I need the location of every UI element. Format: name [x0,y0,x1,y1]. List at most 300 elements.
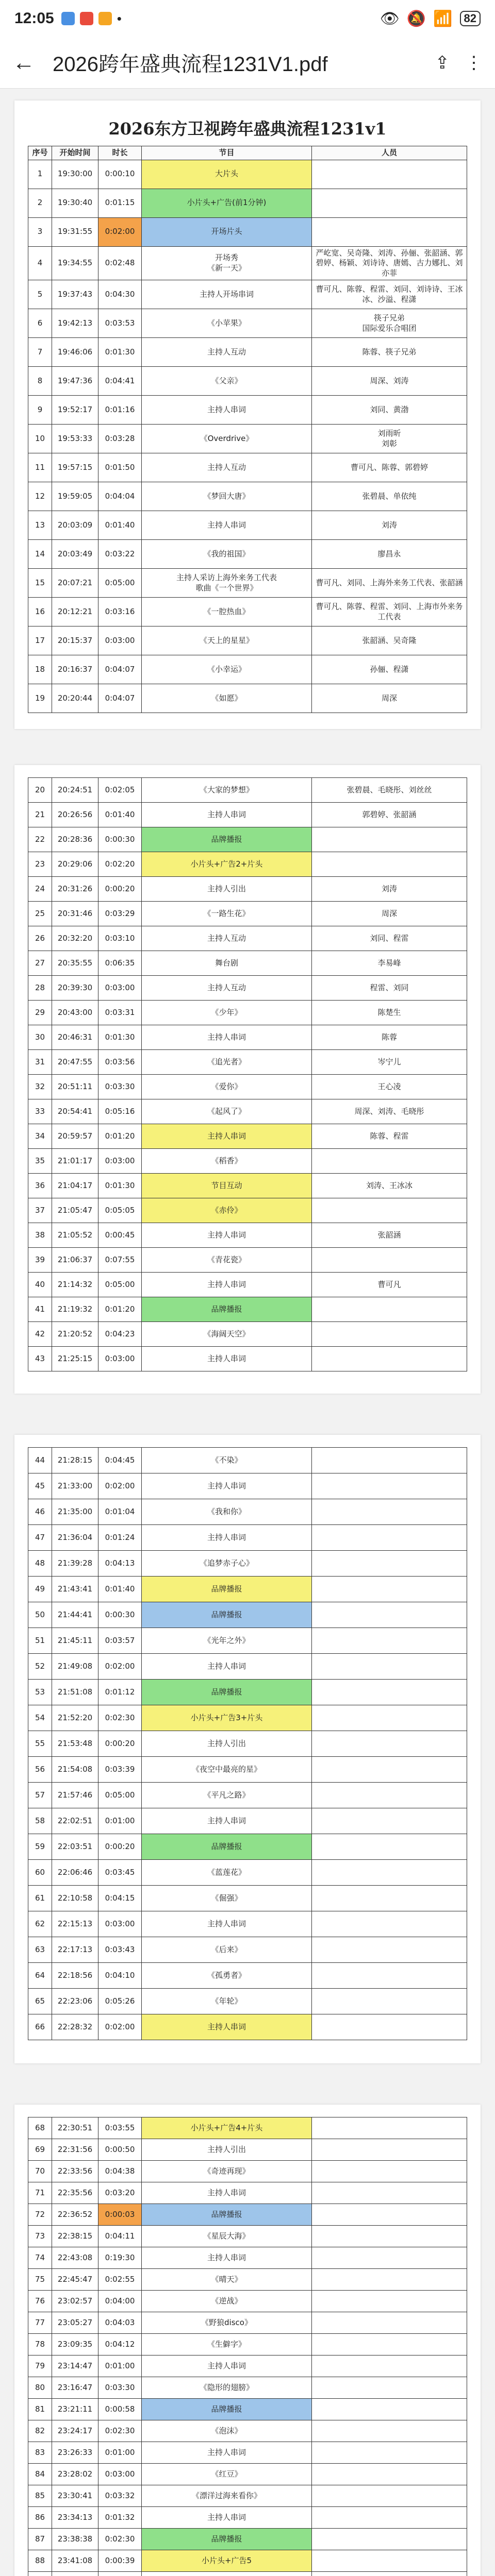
duration: 0:03:57 [98,1628,142,1654]
column-header: 序号 [28,146,52,160]
table-row [28,1783,467,1808]
start-time: 23:16:47 [52,2377,98,2399]
performers [312,1628,467,1654]
duration: 0:01:00 [98,2442,142,2464]
program-name: 主持人串词 [142,2355,312,2377]
performers: 刘涛 [312,877,467,902]
table-row [28,2139,467,2161]
table-row [28,2014,467,2040]
row-number: 7 [28,338,52,367]
row-number: 23 [28,852,52,877]
duration: 0:00:30 [98,1602,142,1628]
start-time: 19:37:43 [52,280,98,309]
table-row [28,2182,467,2204]
wifi-icon: 📶 [433,10,453,27]
table-row [28,280,467,309]
row-number: 63 [28,1937,52,1963]
start-time: 22:10:58 [52,1886,98,1911]
row-number: 88 [28,2550,52,2572]
duration: 0:01:40 [98,1577,142,1602]
program-name: 主持人串词 [142,2014,312,2040]
program-name: 《不染》 [142,1448,312,1473]
row-number: 40 [28,1273,52,1297]
program-name: 品牌播报 [142,1602,312,1628]
start-time: 20:03:49 [52,540,98,569]
program-name: 《一腔热血》 [142,598,312,626]
duration: 0:03:16 [98,598,142,626]
table-row [28,367,467,396]
row-number: 80 [28,2377,52,2399]
performers [312,1448,467,1473]
performers: 曹可凡、陈蓉、郭碧婷 [312,453,467,482]
table-row [28,425,467,453]
row-number: 21 [28,803,52,827]
start-time: 22:03:51 [52,1834,98,1860]
start-time: 22:30:51 [52,2117,98,2139]
table-row [28,2420,467,2442]
table-row [28,2550,467,2572]
table-row [28,1963,467,1989]
duration: 0:00:45 [98,1223,142,1248]
performers: 李易峰 [312,951,467,976]
program-name: 《大家的梦想》 [142,778,312,803]
duration: 0:03:31 [98,1001,142,1025]
table-row [28,1602,467,1628]
duration: 0:01:16 [98,396,142,425]
program-name: 开场片头 [142,217,312,246]
start-time: 19:53:33 [52,425,98,453]
start-time: 20:47:55 [52,1050,98,1075]
performers [312,2269,467,2291]
row-number: 22 [28,827,52,852]
program-name: 主持人引出 [142,877,312,902]
duration: 0:02:30 [98,1705,142,1731]
program-name: 主持人采访上海外来务工代表 歌曲《一个世界》 [142,569,312,598]
start-time: 21:14:32 [52,1273,98,1297]
performers [312,2312,467,2334]
status-notification-icons [61,11,122,27]
performers: 陈蓉 [312,1025,467,1050]
row-number: 57 [28,1783,52,1808]
row-number: 56 [28,1757,52,1783]
pdf-page [14,2105,481,2576]
program-name: 《年轮》 [142,1989,312,2014]
program-name: 主持人串词 [142,2182,312,2204]
program-name: 品牌播报 [142,2529,312,2550]
start-time: 23:14:47 [52,2355,98,2377]
duration: 0:04:04 [98,482,142,511]
row-number: 14 [28,540,52,569]
row-number: 44 [28,1448,52,1473]
program-name: 主持人串词 [142,1025,312,1050]
row-number: 48 [28,1551,52,1577]
duration: 0:00:20 [98,1834,142,1860]
table-row [28,1001,467,1025]
performers: 曹可凡、陈蓉、程雷、刘同、刘诗诗、王冰冰、沙溢、程潇 [312,280,467,309]
start-time: 23:05:27 [52,2312,98,2334]
row-number: 28 [28,976,52,1001]
column-header: 节目 [142,146,312,160]
row-number: 38 [28,1223,52,1248]
row-number: 5 [28,280,52,309]
row-number: 73 [28,2226,52,2247]
performers [312,1473,467,1499]
start-time: 21:53:48 [52,1731,98,1757]
start-time: 23:34:13 [52,2507,98,2529]
row-number: 25 [28,902,52,926]
program-name: 《天上的星星》 [142,626,312,655]
start-time: 23:38:38 [52,2529,98,2550]
performers: 刘同、程雷 [312,926,467,951]
performers: 廖昌永 [312,540,467,569]
table-row [28,1499,467,1525]
program-name: 《追梦赤子心》 [142,1551,312,1577]
table-row [28,1834,467,1860]
start-time: 22:31:56 [52,2139,98,2161]
program-name: 《漂洋过海来看你》 [142,2485,312,2507]
program-name: 《我和你》 [142,1499,312,1525]
start-time: 20:31:26 [52,877,98,902]
program-name: 小片头+广告3+片头 [142,1705,312,1731]
status-time: 12:05 [14,10,54,27]
duration: 0:03:30 [98,2377,142,2399]
start-time: 21:39:28 [52,1551,98,1577]
program-name: 《逆战》 [142,2291,312,2312]
row-number: 85 [28,2485,52,2507]
row-number: 6 [28,309,52,338]
program-name: 《后来》 [142,1937,312,1963]
duration: 0:01:20 [98,1297,142,1322]
performers: 陈蓉、筷子兄弟 [312,338,467,367]
program-name: 《父亲》 [142,367,312,396]
duration: 0:04:45 [98,1448,142,1473]
program-name: 《起风了》 [142,1099,312,1124]
duration: 0:02:20 [98,852,142,877]
table-row [28,396,467,425]
duration: 0:00:10 [98,160,142,189]
row-number: 60 [28,1860,52,1886]
table-row [28,1297,467,1322]
program-name: 品牌播报 [142,2204,312,2226]
start-time: 20:51:11 [52,1075,98,1099]
table-row [28,827,467,852]
program-name: 《Overdrive》 [142,425,312,453]
row-number: 81 [28,2399,52,2420]
back-arrow-icon[interactable]: ← [12,49,35,75]
performers [312,2334,467,2355]
duration: 0:02:48 [98,246,142,280]
schedule-table [28,2117,467,2576]
table-row [28,1075,467,1099]
row-number: 61 [28,1886,52,1911]
performers [312,2182,467,2204]
performers [312,1347,467,1371]
start-time: 19:47:36 [52,367,98,396]
schedule-table [28,146,467,713]
start-time: 20:28:36 [52,827,98,852]
program-name: 主持人互动 [142,926,312,951]
performers: 曹可凡、陈蓉、程雷、刘同、上海市外来务工代表 [312,598,467,626]
performers [312,1149,467,1174]
table-row [28,217,467,246]
row-number: 47 [28,1525,52,1551]
duration: 0:03:00 [98,1347,142,1371]
more-dots-icon: • [117,10,122,26]
start-time: 22:15:13 [52,1911,98,1937]
performers [312,1911,467,1937]
row-number: 13 [28,511,52,540]
row-number: 51 [28,1628,52,1654]
start-time: 19:57:15 [52,453,98,482]
performers [312,1989,467,2014]
performers: 孙俪、程潇 [312,655,467,684]
start-time: 22:43:08 [52,2247,98,2269]
row-number: 75 [28,2269,52,2291]
table-row [28,1654,467,1680]
program-name: 《泡沫》 [142,2420,312,2442]
start-time: 21:52:20 [52,1705,98,1731]
duration: 0:02:55 [98,2269,142,2291]
program-name: 主持人串词 [142,2247,312,2269]
duration: 0:04:30 [98,280,142,309]
start-time [52,2572,98,2576]
start-time: 22:17:13 [52,1937,98,1963]
duration: 0:01:30 [98,1174,142,1198]
duration: 0:04:41 [98,367,142,396]
table-row [28,1347,467,1371]
performers: 刘雨昕 刘彰 [312,425,467,453]
program-name: 舞台剧 [142,951,312,976]
table-row [28,1989,467,2014]
program-name: 主持人串词 [142,396,312,425]
performers [312,160,467,189]
program-name: 品牌播报 [142,1577,312,1602]
table-row [28,2226,467,2247]
performers [312,827,467,852]
table-row [28,1525,467,1551]
table-row [28,160,467,189]
program-name: 《爱你》 [142,1075,312,1099]
performers [312,2529,467,2550]
duration: 0:05:16 [98,1099,142,1124]
start-time: 20:24:51 [52,778,98,803]
row-number: 34 [28,1124,52,1149]
program-name: 主持人串词 [142,1473,312,1499]
row-number: 58 [28,1808,52,1834]
program-name: 品牌播报 [142,1680,312,1705]
program-name: 主持人串词 [142,1525,312,1551]
duration: 0:04:10 [98,1963,142,1989]
row-number: 64 [28,1963,52,1989]
start-time: 21:05:52 [52,1223,98,1248]
program-name: 小片头+广告4+片头 [142,2117,312,2139]
duration: 0:06:35 [98,951,142,976]
program-name: 主持人串词 [142,1223,312,1248]
performers [312,2139,467,2161]
program-name: 《平凡之路》 [142,1783,312,1808]
performers: 刘同、黄渤 [312,396,467,425]
duration: 0:05:00 [98,569,142,598]
duration: 0:00:03 [98,2204,142,2226]
program-name: 《少年》 [142,1001,312,1025]
duration: 0:03:55 [98,2117,142,2139]
performers: 周深、刘涛、毛晓彤 [312,1099,467,1124]
performers: 张碧晨、毛晓彤、刘丝丝 [312,778,467,803]
row-number: 53 [28,1680,52,1705]
row-number: 8 [28,367,52,396]
duration: 0:01:15 [98,189,142,217]
row-number: 66 [28,2014,52,2040]
duration: 0:04:23 [98,1322,142,1347]
program-name: 《如愿》 [142,684,312,713]
start-time: 19:42:13 [52,309,98,338]
start-time: 22:02:51 [52,1808,98,1834]
table-row [28,2572,467,2576]
row-number: 33 [28,1099,52,1124]
performers: 刘涛、王冰冰 [312,1174,467,1198]
duration: 0:03:53 [98,309,142,338]
duration: 0:00:20 [98,877,142,902]
start-time: 23:41:08 [52,2550,98,2572]
row-number: 2 [28,189,52,217]
table-row [28,951,467,976]
duration: 0:02:00 [98,1654,142,1680]
program-name: 主持人串词 [142,2442,312,2464]
start-time: 21:51:08 [52,1680,98,1705]
table-row [28,902,467,926]
performers [312,1757,467,1783]
program-name: 主持人互动 [142,338,312,367]
row-number: 79 [28,2355,52,2377]
performers [312,852,467,877]
duration: 0:03:22 [98,540,142,569]
app-notification-icon [98,12,112,25]
eye-icon: 👁 [380,10,400,27]
table-row [28,1473,467,1499]
duration: 0:01:30 [98,1025,142,1050]
performers: 程雷、刘同 [312,976,467,1001]
table-row [28,1448,467,1473]
row-number: 43 [28,1347,52,1371]
duration: 0:01:40 [98,511,142,540]
program-name: 主持人引出 [142,2139,312,2161]
more-options-icon[interactable]: ⋮ [465,53,483,73]
program-name: 《生僻字》 [142,2334,312,2355]
start-time: 21:54:08 [52,1757,98,1783]
table-row [28,540,467,569]
performers [312,1654,467,1680]
row-number: 70 [28,2161,52,2182]
start-time: 21:19:32 [52,1297,98,1322]
row-number: 72 [28,2204,52,2226]
duration: 0:04:12 [98,2334,142,2355]
schedule-table [28,777,467,1371]
table-row [28,1025,467,1050]
row-number: 52 [28,1654,52,1680]
row-number: 71 [28,2182,52,2204]
duration: 0:03:30 [98,1075,142,1099]
row-number: 37 [28,1198,52,1223]
row-number: 16 [28,598,52,626]
program-name: 主持人串词 [142,1808,312,1834]
duration: 0:03:32 [98,2485,142,2507]
duration: 0:04:03 [98,2312,142,2334]
performers: 陈蓉、程雷 [312,1124,467,1149]
share-icon[interactable]: ⇪ [435,53,450,73]
start-time: 20:59:57 [52,1124,98,1149]
performers: 张碧晨、单依纯 [312,482,467,511]
row-number: 39 [28,1248,52,1273]
performers: 曹可凡、刘同、上海外来务工代表、张韶涵 [312,569,467,598]
table-row [28,2312,467,2334]
duration: 0:00:20 [98,1731,142,1757]
performers [312,2399,467,2420]
table-row [28,1124,467,1149]
table-row [28,684,467,713]
start-time: 20:32:20 [52,926,98,951]
duration: 0:03:00 [98,1149,142,1174]
performers [312,1248,467,1273]
start-time: 22:23:06 [52,1989,98,2014]
performers [312,2226,467,2247]
performers [312,2161,467,2182]
performers: 严屹宽、吴奇隆、刘涛、孙俪、张韶涵、郭碧婷、杨颖、刘诗诗、唐嫣、古力娜扎、刘亦菲 [312,246,467,280]
start-time: 19:52:17 [52,396,98,425]
program-name: 品牌播报 [142,827,312,852]
start-time: 19:46:06 [52,338,98,367]
start-time: 22:33:56 [52,2161,98,2182]
start-time: 20:07:21 [52,569,98,598]
duration: 0:03:20 [98,2182,142,2204]
start-time: 20:26:56 [52,803,98,827]
table-row [28,2399,467,2420]
start-time: 22:06:46 [52,1860,98,1886]
start-time: 22:36:52 [52,2204,98,2226]
table-row [28,1198,467,1223]
pdf-page [14,1435,481,2063]
table-row [28,655,467,684]
program-name: 《稻香》 [142,1149,312,1174]
duration: 0:03:39 [98,1757,142,1783]
duration: 0:01:50 [98,453,142,482]
program-name: 主持人互动 [142,453,312,482]
table-row [28,1223,467,1248]
performers [312,2355,467,2377]
program-name [142,2572,312,2576]
program-name: 《小苹果》 [142,309,312,338]
performers [312,217,467,246]
start-time: 23:02:57 [52,2291,98,2312]
program-name: 主持人串词 [142,511,312,540]
duration: 0:04:07 [98,655,142,684]
performers [312,1808,467,1834]
duration: 0:00:30 [98,827,142,852]
row-number: 87 [28,2529,52,2550]
start-time: 21:01:17 [52,1149,98,1174]
table-row [28,511,467,540]
table-row [28,877,467,902]
duration: 0:02:05 [98,778,142,803]
start-time: 20:16:37 [52,655,98,684]
start-time: 23:28:02 [52,2464,98,2485]
performers [312,1297,467,1322]
program-name: 品牌播报 [142,1834,312,1860]
performers [312,1525,467,1551]
table-row [28,1050,467,1075]
program-name: 《星辰大海》 [142,2226,312,2247]
program-name: 品牌播报 [142,1297,312,1322]
start-time: 19:59:05 [52,482,98,511]
